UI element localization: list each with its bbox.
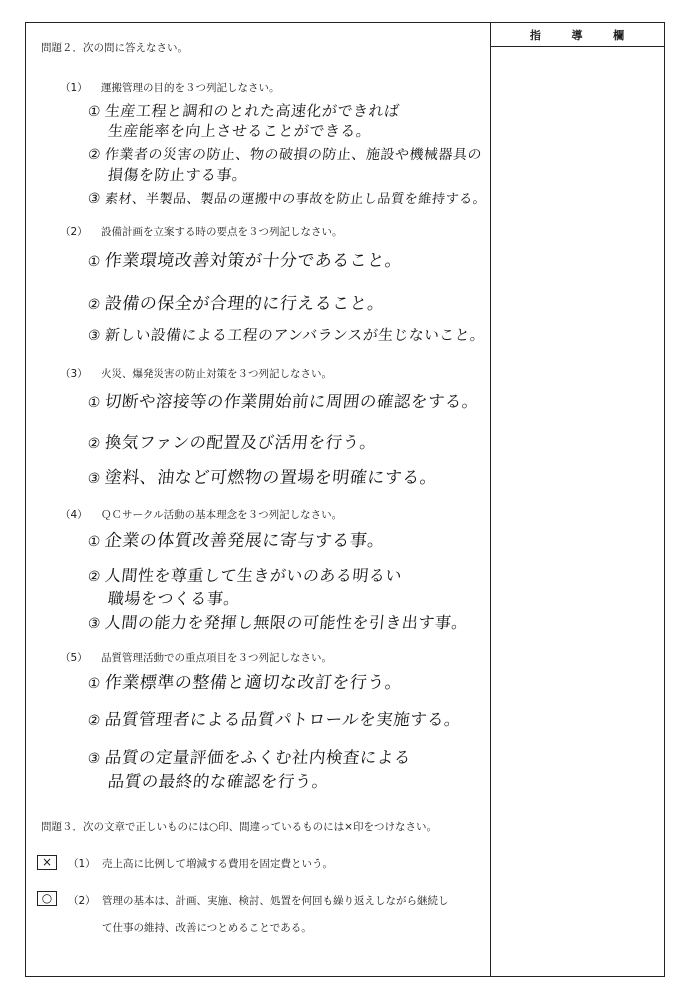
question-3-title: 問題３．次の文章で正しいものには○印、間違っているものには×印をつけなさい。 [41,821,437,833]
answer-line: ③ 人間の能力を発揮し無限の可能性を引き出す事。 [86,613,469,632]
statement-label: （2） [68,895,96,907]
guide-header-char: 欄 [613,28,626,42]
statement-text: 管理の基本は、計画、実施、検討、処置を何回も繰り返えしながら継続し [102,895,449,907]
subquestion-prompt: 品質管理活動での重点項目を３つ列記しなさい。 [101,652,332,664]
answer-line: ① 切断や溶接等の作業開始前に周囲の確認をする。 [86,392,480,411]
question-2-title: 問題２．次の問に答えなさい。 [41,42,188,54]
guide-header-char: 導 [571,28,584,42]
answer-line: ② 換気ファンの配置及び活用を行う。 [86,433,378,452]
answer-line: 職場をつくる事。 [106,589,241,608]
answer-line: ③ 塗料、油など可燃物の置場を明確にする。 [86,468,439,488]
guide-column-divider [490,23,491,976]
answer-line: ② 人間性を尊重して生きがいのある明るい [86,566,403,585]
subquestion-prompt: ＱＣサークル活動の基本理念を３つ列記しなさい。 [101,509,343,521]
answer-line: ② 品質管理者による品質パトロールを実施する。 [86,710,463,729]
answer-line: ① 作業標準の整備と適切な改訂を行う。 [86,673,404,693]
guide-header-char: 指 [529,28,542,42]
statement-text: て仕事の維持、改善につとめることである。 [102,922,312,934]
subquestion-label: （3） [60,368,88,380]
guide-column-header [491,23,664,47]
answer-line: 損傷を防止する事。 [107,166,249,184]
statement-label: （1） [68,858,96,870]
statement-text: 売上高に比例して増減する費用を固定費という。 [102,858,333,870]
subquestion-label: （5） [60,652,88,664]
answer-line: ② 作業者の災害の防止、物の破損の防止、施設や機械器具の [87,147,483,163]
subquestion-prompt: 設備計画を立案する時の要点を３つ列記しなさい。 [101,226,343,238]
subquestion-label: （2） [60,226,88,238]
subquestion-prompt: 運搬管理の目的を３つ列記しなさい。 [101,82,280,94]
answer-mark-box: ○ [37,891,57,906]
answer-line: ① 作業環境改善対策が十分であること。 [86,251,404,271]
answer-mark-box: × [37,855,57,870]
subquestion-label: （4） [60,509,88,521]
answer-line: ③ 新しい設備による工程のアンバランスが生じないこと。 [87,327,487,344]
subquestion-label: （1） [60,82,88,94]
answer-line: ① 生産工程と調和のとれた高速化ができれば [87,102,401,120]
answer-line: ① 企業の体質改善発展に寄与する事。 [86,531,386,551]
subquestion-prompt: 火災、爆発災害の防止対策を３つ列記しなさい。 [101,368,332,380]
answer-line: 品質の最終的な確認を行う。 [106,772,330,791]
answer-line: 生産能率を向上させることができる。 [107,122,373,140]
answer-line: ③ 素材、半製品、製品の運搬中の事故を防止し品質を維持する。 [87,191,488,207]
answer-line: ② 設備の保全が合理的に行えること。 [86,294,386,314]
answer-line: ③ 品質の定量評価をふくむ社内検査による [86,748,412,767]
